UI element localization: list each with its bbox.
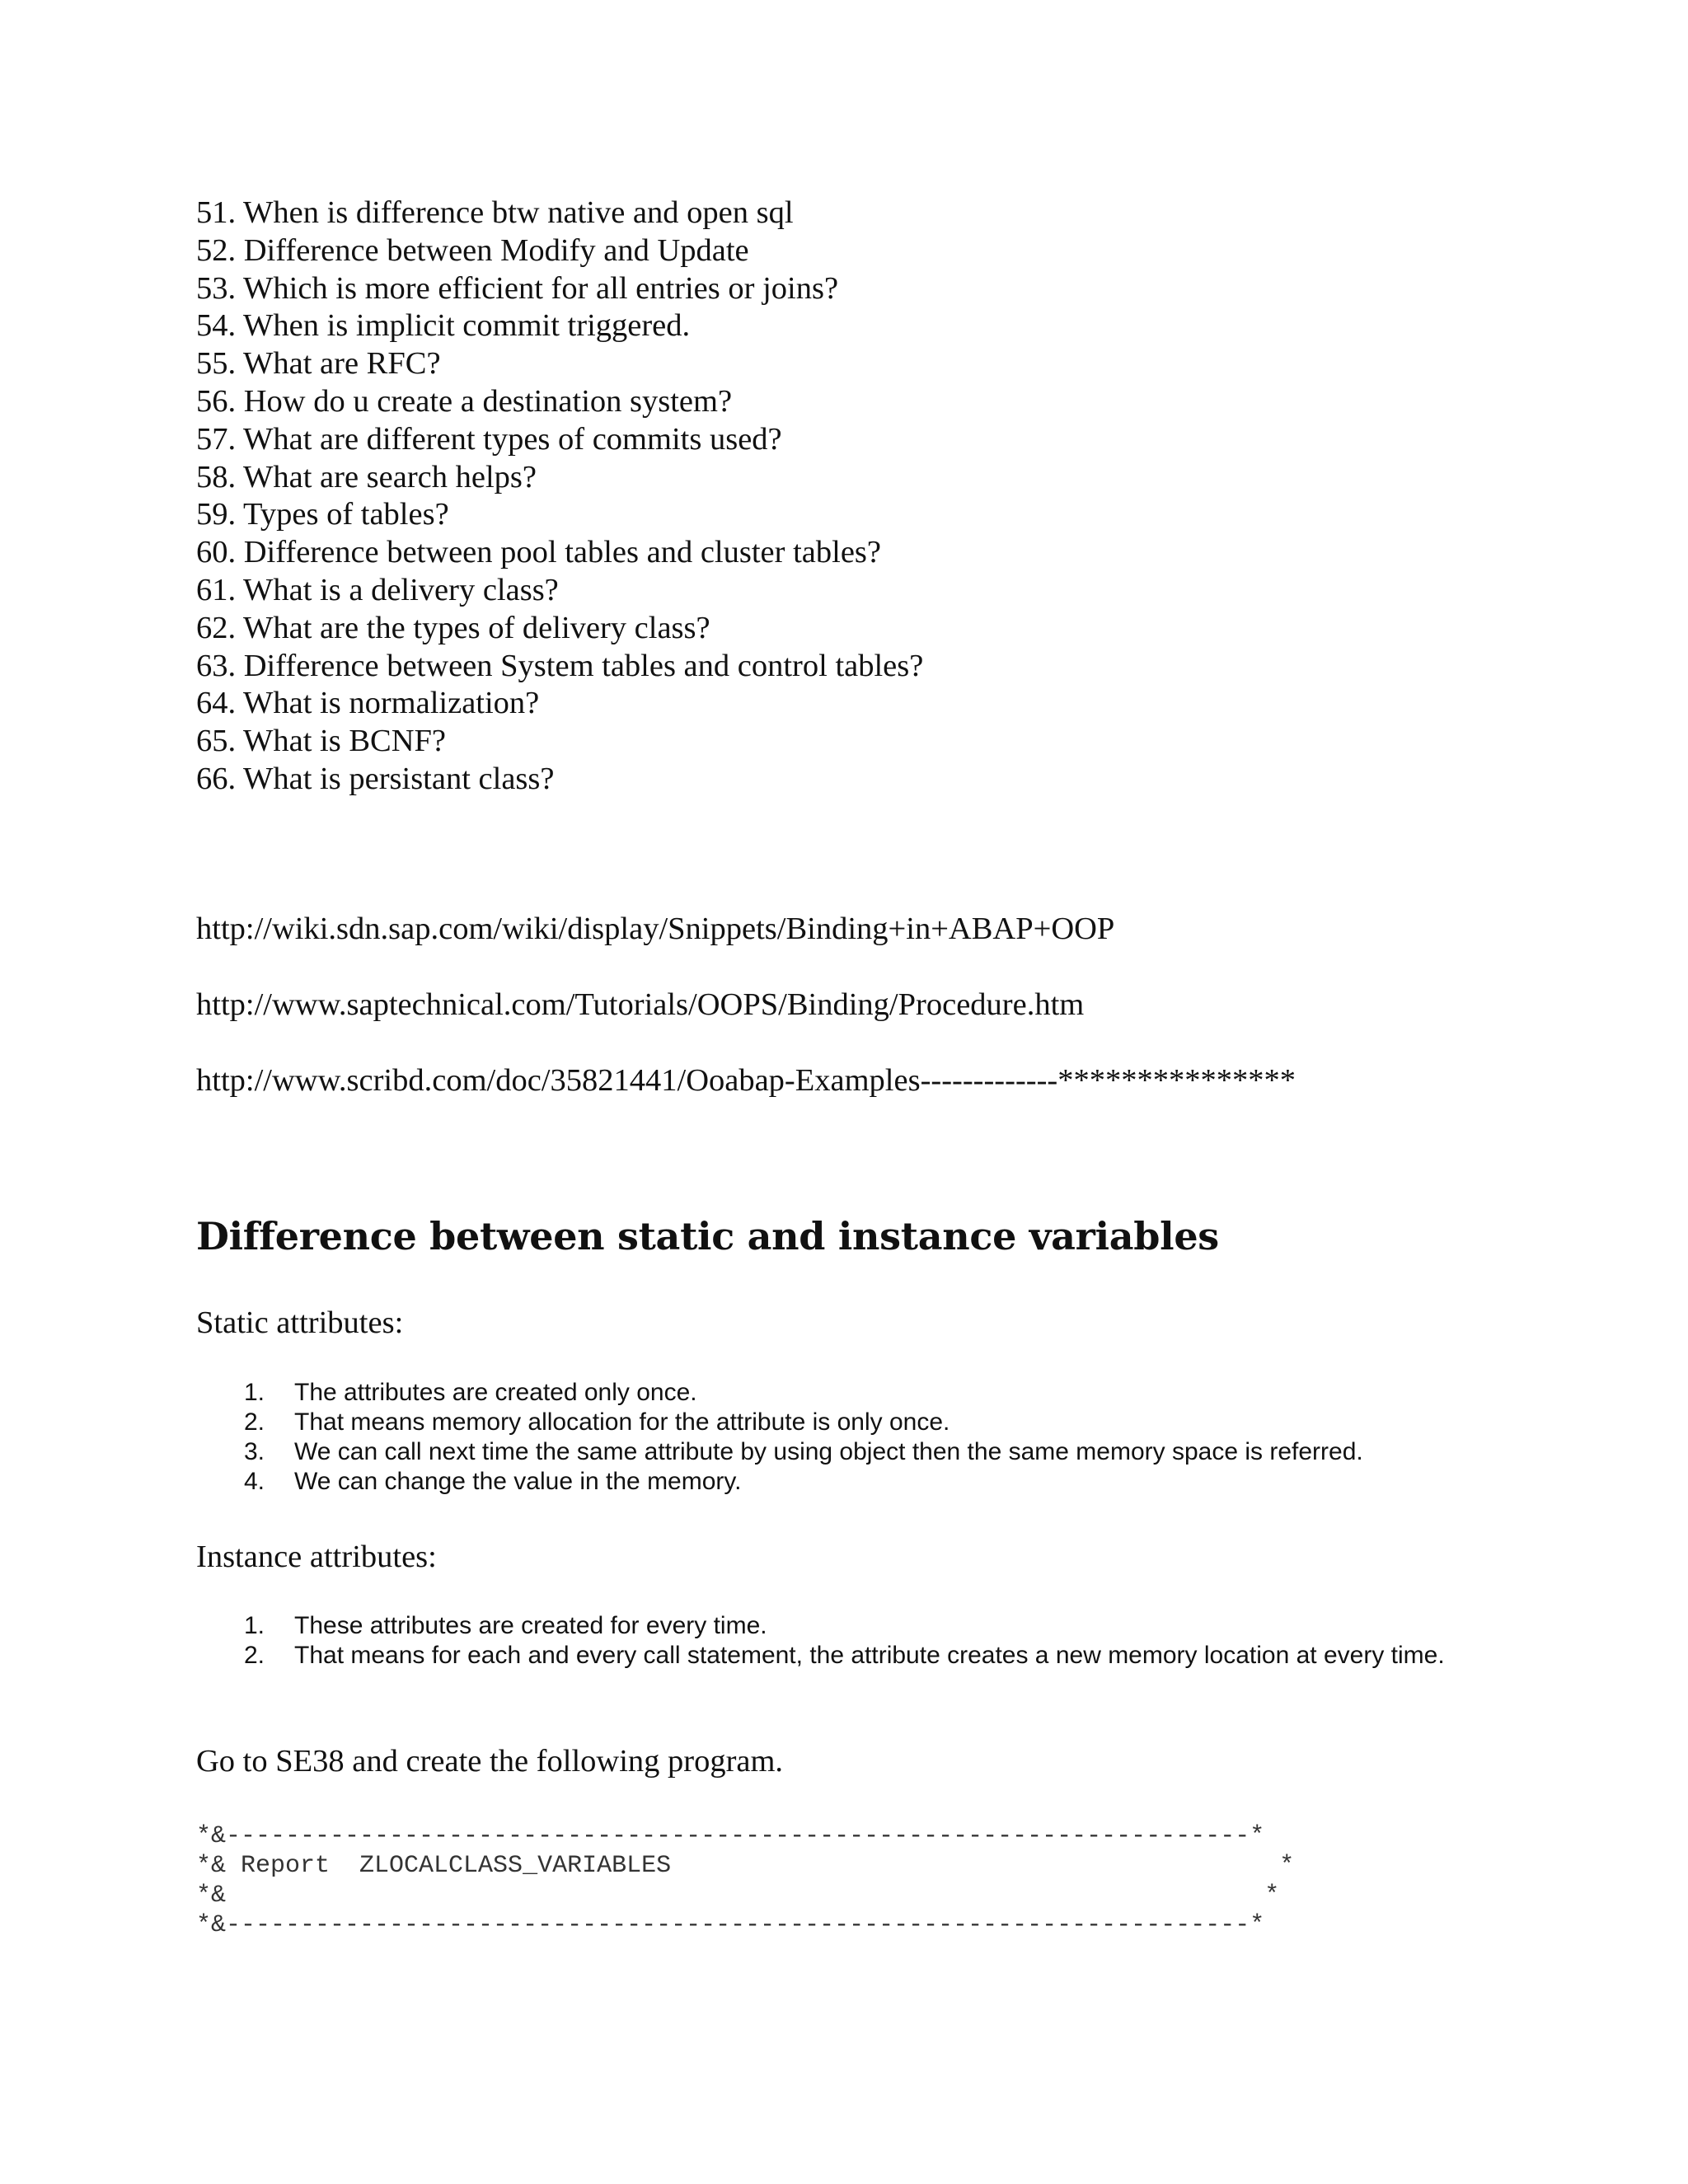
question-item: 53. Which is more efficient for all entries or joins?: [196, 270, 839, 306]
list-number: 2.: [244, 1408, 265, 1436]
question-item: 64. What is normalization?: [196, 686, 540, 721]
list-item: [0, 1378, 1471, 1408]
list-item: [0, 1641, 1471, 1671]
question-item: 51. When is difference btw native and open sql: [196, 195, 794, 230]
list-text: We can change the value in the memory.: [294, 1468, 742, 1495]
list-text: We can call next time the same attribute by using object then the same memory space is referred.: [294, 1438, 1363, 1465]
reference-link-scribd[interactable]: http://www.scribd.com/doc/35821441/Ooabap-Examples-------------***************: [196, 1063, 1296, 1098]
question-item: 65. What is BCNF?: [196, 724, 447, 759]
question-item: 62. What are the types of delivery class?: [196, 610, 710, 645]
static-attributes-list: [0, 1378, 1471, 1497]
list-text: These attributes are created for every time.: [294, 1612, 767, 1639]
list-number: 1.: [244, 1612, 265, 1639]
instruction-text: Go to SE38 and create the following program.: [196, 1744, 784, 1779]
list-number: 4.: [244, 1468, 265, 1495]
instance-attributes-list: [0, 1611, 1471, 1671]
reference-link-saptechnical[interactable]: http://www.saptechnical.com/Tutorials/OOPS/Binding/Procedure.htm: [196, 987, 1085, 1022]
instance-attributes-label: Instance attributes:: [196, 1540, 437, 1574]
code-line: *& *: [196, 1882, 1280, 1910]
code-line: *&---------------------------------------------------------------------*: [196, 1822, 1265, 1850]
question-item: 54. When is implicit commit triggered.: [196, 308, 691, 344]
list-number: 1.: [244, 1379, 265, 1406]
question-item: 58. What are search helps?: [196, 459, 537, 494]
question-item: 55. What are RFC?: [196, 346, 441, 382]
static-attributes-label: Static attributes:: [196, 1305, 404, 1340]
list-text: That means for each and every call statement, the attribute creates a new memory location at every time.: [294, 1642, 1445, 1669]
list-text: That means memory allocation for the attribute is only once.: [294, 1408, 950, 1436]
section-heading: Difference between static and instance variables: [196, 1214, 1219, 1258]
list-number: 2.: [244, 1642, 265, 1669]
question-item: 57. What are different types of commits used?: [196, 421, 782, 457]
code-line: *&---------------------------------------------------------------------*: [196, 1911, 1265, 1939]
list-number: 3.: [244, 1438, 265, 1465]
question-item: 59. Types of tables?: [196, 497, 449, 532]
question-item: 60. Difference between pool tables and cluster tables?: [196, 535, 881, 570]
code-block: [196, 1821, 1294, 1940]
list-text: The attributes are created only once.: [294, 1379, 697, 1406]
question-item: 63. Difference between System tables and control tables?: [196, 648, 924, 683]
code-line: *& Report ZLOCALCLASS_VARIABLES *: [196, 1852, 1295, 1880]
question-item: 56. How do u create a destination system?: [196, 383, 733, 419]
reference-link-sdn[interactable]: http://wiki.sdn.sap.com/wiki/display/Snippets/Binding+in+ABAP+OOP: [196, 912, 1115, 946]
question-item: 52. Difference between Modify and Update: [196, 232, 749, 268]
list-item: [0, 1467, 1471, 1497]
interview-question-list: [196, 194, 923, 799]
list-item: [0, 1408, 1471, 1437]
question-item: 61. What is a delivery class?: [196, 572, 559, 607]
list-item: [0, 1437, 1471, 1467]
list-item: [0, 1611, 1471, 1641]
question-item: 66. What is persistant class?: [196, 761, 555, 796]
